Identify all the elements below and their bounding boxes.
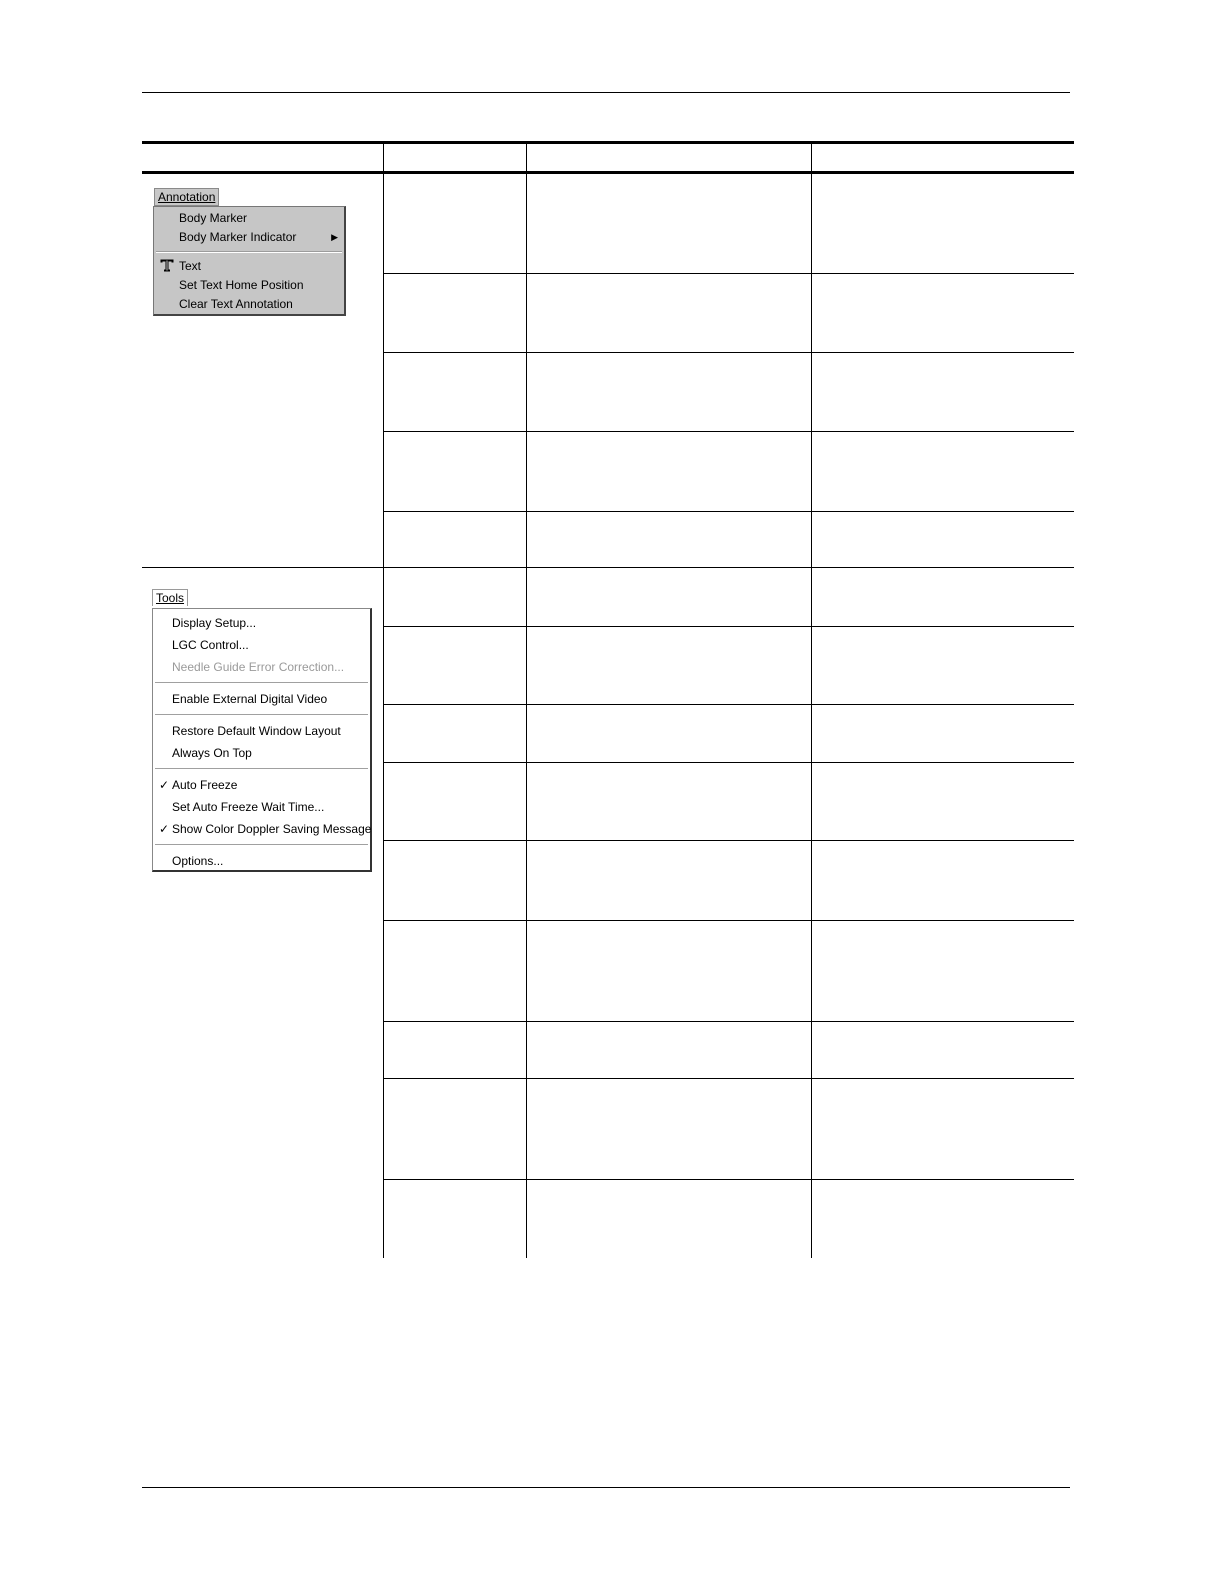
- row-divider: [383, 273, 1074, 274]
- menu-item-display-setup[interactable]: [153, 612, 370, 634]
- tools-menu-title[interactable]: [152, 589, 188, 606]
- menu-item-show-color-doppler-saving-message[interactable]: [153, 818, 370, 840]
- section-divider: [142, 567, 1074, 568]
- row-divider: [383, 704, 1074, 705]
- menu-item-needle-guide-error-correction: [153, 656, 370, 678]
- row-divider: [383, 1078, 1074, 1079]
- checkmark-icon: ✓: [158, 822, 170, 836]
- menu-item-label: Set Text Home Position: [179, 278, 304, 292]
- annotation-menu-title[interactable]: [154, 188, 219, 206]
- menu-item-enable-external-digital-video[interactable]: [153, 688, 370, 710]
- row-divider: [383, 920, 1074, 921]
- text-tool-icon: [159, 257, 175, 276]
- row-divider: [383, 352, 1074, 353]
- menu-item-label: Restore Default Window Layout: [172, 724, 341, 738]
- menu-item-label: Always On Top: [172, 746, 252, 760]
- menu-item-label: Set Auto Freeze Wait Time...: [172, 800, 325, 814]
- annotation-menu: [153, 206, 346, 316]
- menu-item-label: Clear Text Annotation: [179, 297, 293, 311]
- header-rule: [142, 92, 1070, 93]
- menu-item-label: Needle Guide Error Correction...: [172, 660, 345, 674]
- menu-separator: [155, 682, 368, 684]
- menu-item-body-marker-indicator[interactable]: [154, 228, 344, 247]
- menu-item-label: Auto Freeze: [172, 778, 238, 792]
- menu-item-body-marker[interactable]: [154, 209, 344, 228]
- row-divider: [383, 431, 1074, 432]
- menu-item-set-auto-freeze-wait-time[interactable]: [153, 796, 370, 818]
- menu-item-set-text-home-position[interactable]: [154, 276, 344, 295]
- tools-menu-title-label: Tools: [156, 591, 185, 605]
- menu-separator: [155, 844, 368, 846]
- menu-item-label: Enable External Digital Video: [172, 692, 328, 706]
- checkmark-icon: ✓: [158, 778, 170, 792]
- menu-item-label: Text: [179, 259, 202, 273]
- row-divider: [383, 1021, 1074, 1022]
- row-divider: [383, 840, 1074, 841]
- column-divider-1: [383, 144, 384, 1258]
- menu-item-auto-freeze[interactable]: [153, 774, 370, 796]
- menu-item-label: Show Color Doppler Saving Message: [172, 822, 372, 836]
- menu-separator: [155, 714, 368, 716]
- row-divider: [383, 511, 1074, 512]
- menu-item-clear-text-annotation[interactable]: [154, 295, 344, 314]
- table-top-rule: [142, 141, 1074, 144]
- annotation-menu-title-label: Annotation: [158, 190, 216, 204]
- menu-item-lgc-control[interactable]: [153, 634, 370, 656]
- menu-item-options[interactable]: [153, 850, 370, 872]
- menu-item-label: Display Setup...: [172, 616, 257, 630]
- tools-menu: [152, 608, 372, 872]
- menu-item-label: Body Marker Indicator: [179, 230, 297, 244]
- menu-item-text[interactable]: [154, 257, 344, 276]
- menu-item-label: Body Marker: [179, 211, 248, 225]
- menu-item-label: LGC Control...: [172, 638, 249, 652]
- row-divider: [383, 1179, 1074, 1180]
- menu-separator: [155, 768, 368, 770]
- submenu-arrow-icon: ▶: [331, 232, 338, 242]
- menu-item-restore-default-window-layout[interactable]: [153, 720, 370, 742]
- footer-rule: [142, 1487, 1070, 1488]
- menu-item-always-on-top[interactable]: [153, 742, 370, 764]
- menu-item-label: Options...: [172, 854, 224, 868]
- column-divider-3: [811, 144, 812, 1258]
- menu-separator: [156, 251, 342, 253]
- column-divider-2: [526, 144, 527, 1258]
- row-divider: [383, 762, 1074, 763]
- row-divider: [383, 626, 1074, 627]
- table-header-rule: [142, 171, 1074, 174]
